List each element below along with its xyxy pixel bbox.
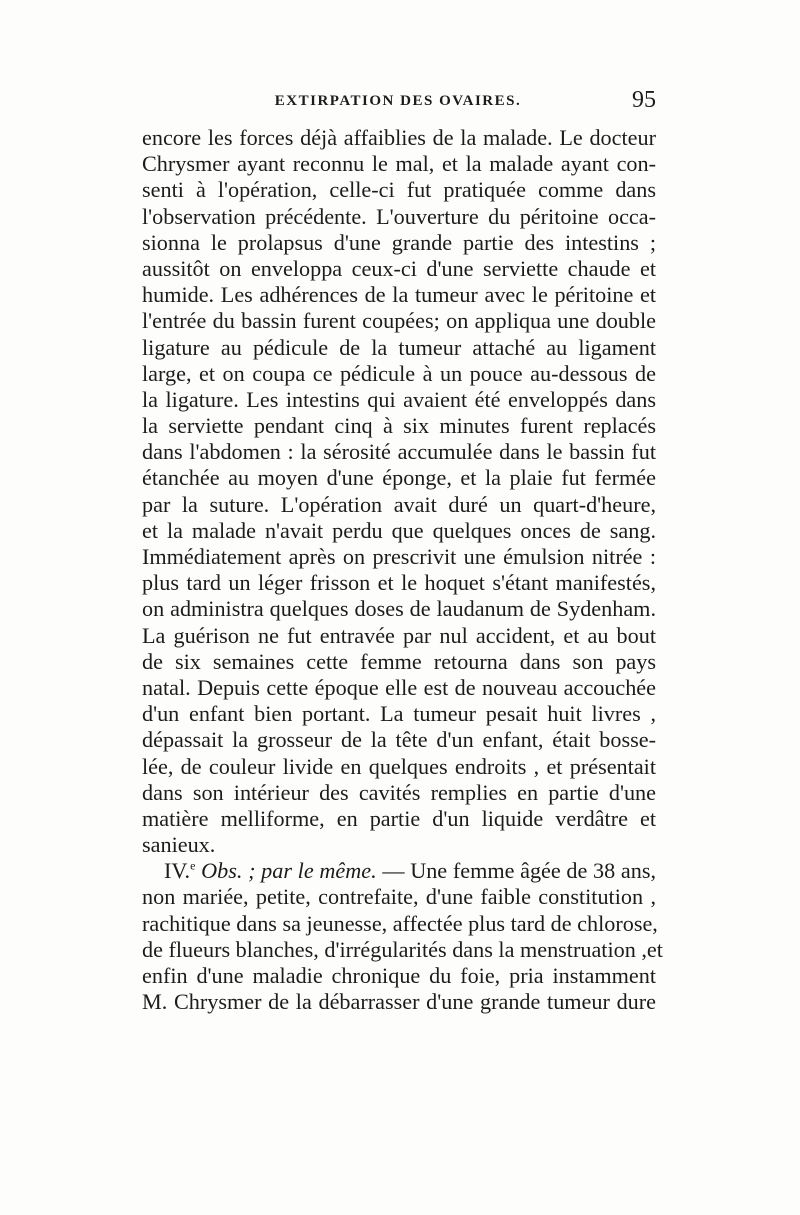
observation-number-superscript: e [190,858,196,873]
paragraph-observation-iv [142,858,663,1015]
text-line: la serviette pendant cinq à six minutes furent replacés [142,413,656,439]
text-line: enfin d'une maladie chronique du foie, pria instamment [142,963,656,988]
text-line: natal. Depuis cette époque elle est de nouveau accouchée [142,674,656,700]
text-line: dépassait la grosseur de la tête d'un enfant, était bosse- [142,727,656,753]
page-number: 95 [632,87,656,113]
text-line: La guérison ne fut entravée par nul accident, et au bout [142,622,656,648]
text-line: humide. Les adhérences de la tumeur avec le péritoine et [142,282,656,308]
text-line: on administra quelques doses de laudanum de Sydenham. [142,596,656,622]
text-line: sionna le prolapsus d'une grande partie des intestins ; [142,229,656,255]
text-line: M. Chrysmer de la débarrasser d'une grande tumeur dure [142,989,656,1015]
text-line: étanchée au moyen d'une éponge, et la plaie fut fermée [142,465,656,491]
text-line: lée, de couleur livide en quelques endroits , et présentait [142,753,656,779]
running-head [140,87,656,123]
text-line: de six semaines cette femme retourna dans son pays [142,648,656,674]
running-title: EXTIRPATION DES OVAIRES. [274,93,522,109]
text-line: de flueurs blanches, d'irrégularités dans la menstruation ,et [142,936,663,962]
text-line: matière melliforme, en partie d'un liquide verdâtre et [142,805,656,831]
text-line: non mariée, petite, contrefaite, d'une faible constitution , [142,884,656,910]
text-line: par la suture. L'opération avait duré un quart-d'heure, [142,491,656,517]
text-line: l'entrée du bassin furent coupées; on appliqua une double [142,308,656,334]
text-line: et la malade n'avait perdu que quelques onces de sang. [142,517,656,543]
text-line: plus tard un léger frisson et le hoquet s'étant manifestés, [142,570,656,596]
text-line: Immédiatement après on prescrivit une émulsion nitrée : [142,544,656,569]
text-line: sanieux. [142,832,216,858]
text-line: d'un enfant bien portant. La tumeur pesait huit livres , [142,701,656,727]
paragraph-observation-iii-end [142,125,656,858]
text-line: senti à l'opération, celle-ci fut pratiquée comme dans [142,177,656,203]
text-line: dans l'abdomen : la sérosité accumulée dans le bassin fut [142,439,656,465]
text-line: dans son intérieur des cavités remplies en partie d'une [142,779,656,805]
text-line: ligature au pédicule de la tumeur attaché au ligament [142,334,656,360]
observation-label: Obs. ; par le même. [201,858,377,884]
observation-first-line: — Une femme âgée de 38 ans, [382,858,657,884]
text-line: large, et on coupa ce pédicule à un pouce au-dessous de [142,360,656,386]
text-line: encore les forces déjà affaiblies de la malade. Le docteur [142,125,656,150]
text-line: Chrysmer ayant reconnu le mal, et la malade ayant con- [142,151,656,177]
text-line: aussitôt on enveloppa ceux-ci d'une serviette chaude et [142,255,656,281]
text-line [142,858,656,884]
body-text [142,125,663,1015]
text-line: rachitique dans sa jeunesse, affectée plus tard de chlorose, [142,910,658,936]
text-line: la ligature. Les intestins qui avaient été enveloppés dans [142,386,656,412]
text-line: l'observation précédente. L'ouverture du péritoine occa- [142,203,656,229]
observation-number: IV. [164,858,191,884]
